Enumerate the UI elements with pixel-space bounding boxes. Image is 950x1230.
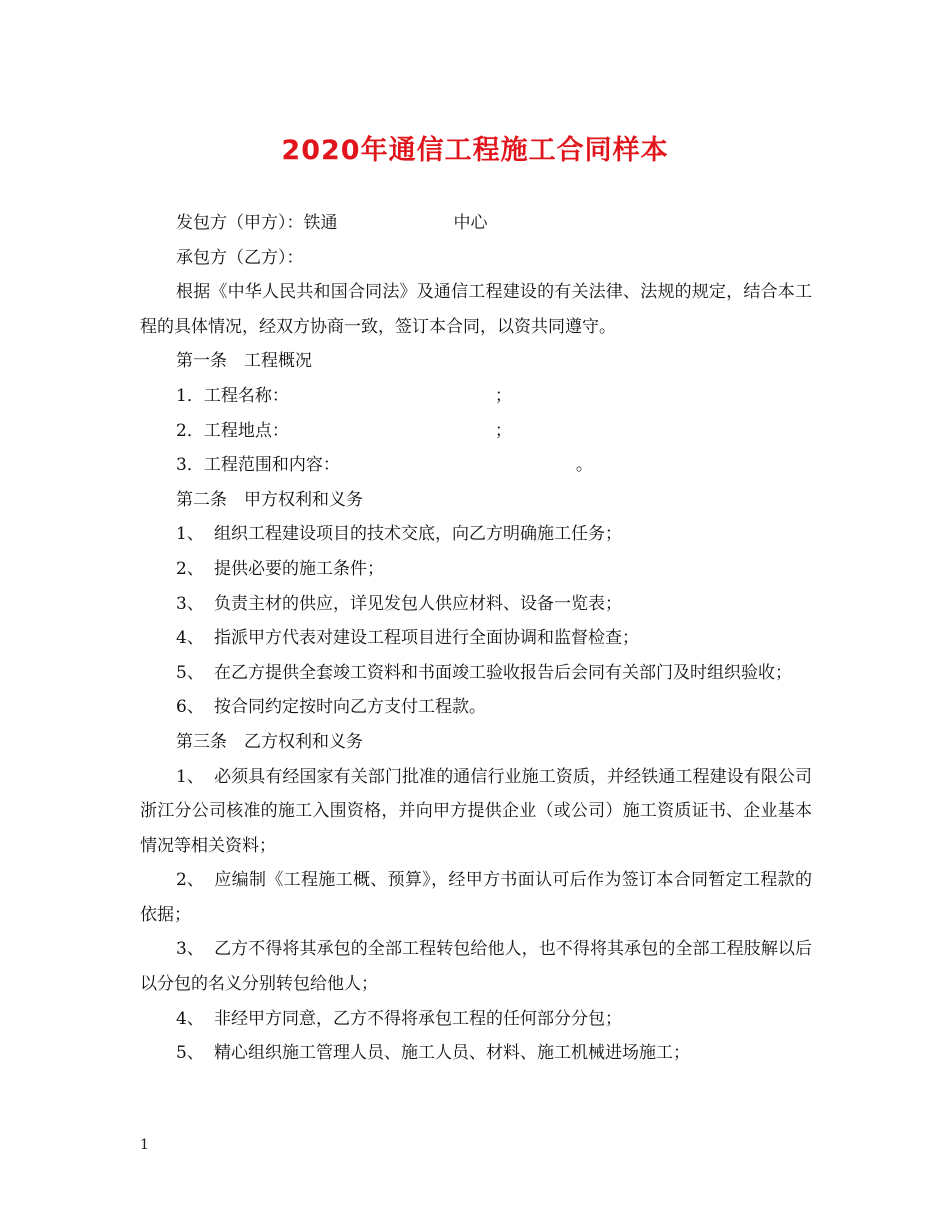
article-2-heading: 第二条 甲方权利和义务 [176,489,363,510]
item-text: 在乙方提供全套竣工资料和书面竣工验收报告后会同有关部门及时组织验收； [214,662,792,683]
article-2-item-3 [140,587,812,622]
article-2-item-1 [140,517,812,552]
party-a-line [140,206,812,241]
item-number: 6、 [176,697,204,718]
item-text: 应编制《工程施工概、预算》，经甲方书面认可后作为签订本合同暂定工程款的依据； [140,870,812,925]
item-text: 必须具有经国家有关部门批准的通信行业施工资质，并经铁通工程建设有限公司浙江分公司核准的施工入围资格，并向甲方提供企业（或公司）施工资质证书、企业基本情况等相关资料； [140,766,812,856]
item-text: 负责主材的供应，详见发包人供应材料、设备一览表； [214,593,622,614]
item-number: 2、 [176,558,204,579]
article-3-heading: 第三条 乙方权利和义务 [176,731,363,752]
article-3-item-2 [140,863,812,932]
document-title: 2020年通信工程施工合同样本 [281,135,669,166]
article-3-item-5 [140,1036,812,1071]
project-scope-end: 。 [575,455,593,476]
item-number: 5、 [176,1043,204,1064]
item-text: 精心组织施工管理人员、施工人员、材料、施工机械进场施工； [214,1043,690,1064]
item-number: 3、 [176,593,204,614]
item-number: 1、 [176,524,204,545]
article-2-item-4 [140,621,812,656]
article-3-item-1 [140,760,812,864]
intro-paragraph: 根据《中华人民共和国合同法》及通信工程建设的有关法律、法规的规定，结合本工程的具体情况，经双方协商一致，签订本合同，以资共同遵守。 [140,282,812,337]
item-number: 2、 [176,870,204,891]
item-number: 1、 [176,766,204,787]
item-text: 非经甲方同意，乙方不得将承包工程的任何部分分包； [214,1008,622,1029]
article-1-heading: 第一条 工程概况 [176,351,312,372]
article-1-item-1 [140,379,812,414]
project-name-label: 1．工程名称： [176,385,289,406]
article-1-item-3 [140,448,812,483]
article-3-item-4 [140,1002,812,1037]
party-a-suffix: 中心 [453,213,488,233]
item-number: 4、 [176,628,204,649]
project-scope-label: 3．工程范围和内容： [176,455,340,476]
page-number: 1 [140,1137,149,1153]
document-body [140,206,812,1071]
item-text: 乙方不得将其承包的全部工程转包给他人，也不得将其承包的全部工程肢解以后以分包的名义分别转包给他人； [140,939,812,995]
article-2-item-5 [140,656,812,691]
party-a-label: 发包方（甲方）：铁通 [176,213,338,233]
item-text: 组织工程建设项目的技术交底，向乙方明确施工任务； [214,524,622,545]
item-number: 5、 [176,662,204,683]
project-name-end: ； [494,385,512,406]
party-b-line [140,241,812,276]
project-place-end: ； [494,420,512,441]
article-3-item-3 [140,932,812,1001]
article-1-item-2 [140,414,812,449]
article-2-item-2 [140,552,812,587]
item-number: 4、 [176,1008,204,1029]
item-text: 按合同约定按时向乙方支付工程款。 [214,697,486,718]
item-number: 3、 [176,939,204,960]
item-text: 提供必要的施工条件； [214,558,384,579]
item-text: 指派甲方代表对建设工程项目进行全面协调和监督检查； [214,628,639,649]
project-place-label: 2．工程地点： [176,420,289,441]
article-2-item-6 [140,690,812,725]
party-b-label: 承包方（乙方）： [176,247,304,268]
